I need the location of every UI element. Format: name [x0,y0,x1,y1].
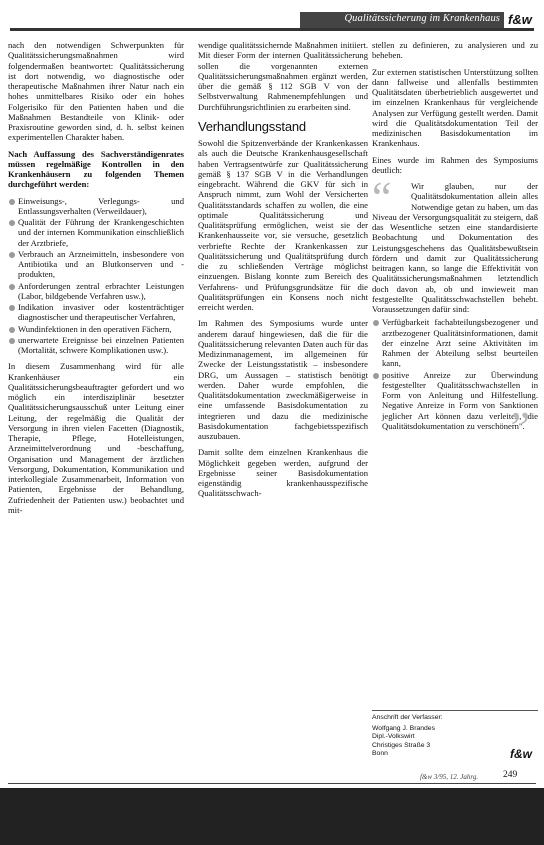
column-1 [8,40,184,521]
author-label: Anschrift der Verfasser: [372,714,443,721]
column-2 [198,40,368,505]
paragraph: Eines wurde im Rahmen des Symposiums deutlich: [372,154,538,175]
close-quote-icon: ” [510,403,530,452]
list-item: Anforderungen zentral erbrachter Leistungen (Labor, bildgebende Verfahren usw.), [8,281,184,302]
list-item: Indikation invasiver oder kostenträchtiger diagnostischer und therapeutischer Verfahren, [8,302,184,323]
paragraph: stellen zu definieren, zu analysieren und zu beheben. [372,40,538,61]
scan-edge [0,788,544,845]
author-address [372,714,502,759]
paragraph: Damit sollte dem einzelnen Krankenhaus die Möglichkeit gegeben werden, aufgrund der Ergebnisse seiner Basisdokumentation eigenständig krankenhausspezifische Qualitätsschwach- [198,447,368,499]
header-rule [10,28,534,31]
list-item: Wundinfektionen in den operativen Fächern, [8,324,184,334]
journal-logo: f&w [508,12,532,27]
list-item: Qualität der Führung der Krankengeschichten und der internen Kommunikation einschließlich der Arztbriefe, [8,217,184,248]
column-3 [372,40,538,452]
paragraph: wendige qualitätssichernde Maßnahmen initiiert. Mit dieser Form der internen Qualitätssicherung sollen die vorgenannten externen Qualitätssicherungsmaßnahmen ergänzt werden, über die gemäß § 112 SGB V von der Selbstverwaltung Rahmenempfehlungen und Durchführungsrichtlinien zu erarbeiten sind. [198,40,368,112]
quote-text: Wir glauben, nur der Qualitätsdokumentation allein alles Notwendige getan zu haben, um das Niveau der Versorgungsqualität zu steigern, daß das Wesentliche setzen eine standardisierte Beobachtung und Dokumentation des Leistungsgeschehens das Qualitätsbewußtsein fördern und damit zur Qualitätssicherung beitragen kann, so lange die Effektivität von Qualitätssicherungsmaßnahmen letztendlich doch davon ab, ob und inwieweit man festgestellte Qualitätsschwachstellen behebt. Voraussetzungen dafür sind: [372,181,538,314]
paragraph: Sowohl die Spitzenverbände der Krankenkassen als auch die Deutsche Krankenhausgesellschaft haben Vertragsentwürfe zur Qualitätssicherung gemäß § 137 SGB V in die Verhandlungen eingebracht. Während die GKV für sich in Anspruch nimmt, zum Wohl der Versicherten Qualitätsstandards schaffen zu wollen, die eine optimale Qualitätssicherung und Qualitätsprüfung ermöglichen, weist sie der Krankenhausseite vor, sie versuche, gesetzlich verbriefte Rechte der Krankenkassen zur Qualitätssicherung und Qualitätsprüfung durch die zu schließenden Verträge möglichst einzuengen. Bislang konnte zum Bereich des Verfahrens- und Prüfungsgrundsätze für die Qualitätsprüfungen ein Konsens noch nicht erreicht werden. [198,138,368,312]
section-heading: Verhandlungsstand [198,118,306,134]
journal-info: f&w 3/95, 12. Jahrg. [420,773,479,781]
page-number: 249 [503,770,518,780]
paragraph: Im Rahmen des Symposiums wurde unter anderem darauf hingewiesen, daß die für die Qualitätssicherung relevanten Daten auch für das Medizinmanagement, im allgemeinen für Zwecke der Leistungsstatistik – insbesondere DRG, um Aussagen – statistisch benötigt werden. Daher wurde empfohlen, die Qualitätsdokumentation zweckmäßigerweise in eine umfassende Basisdokumentation zu integrieren und dazu die medizinische Basisdokumentation fachgebietsspezifisch auszubauen. [198,318,368,441]
list-item: Verbrauch an Arzneimitteln, insbesondere von Antibiotika und an Blutkonserven und -produkten, [8,249,184,280]
paragraph: Zur externen statistischen Unterstützung sollten dann fallweise und allenfalls bestimmten Qualitätsdaten überbetrieblich ausgewertet und im einzelnen Krankenhaus für vergleichende Analysen zur Verfügung gestellt werden. Damit wird die Qualitätsdokumentation Teil der medizinischen Basisdokumentation im Krankenhaus. [372,66,538,149]
author-line: Christiges Straße 3 [372,741,431,749]
author-line: Wolfgang J. Brandes [372,724,435,732]
list-item: Verfügbarkeit fachabteilungsbezogener und arztbezogener Qualitätsinformationen, damit der einzelne Arzt seine Aktivitäten im Rahmen der Abteilung selbst beurteilen kann, [372,317,538,368]
running-title: Qualitätssicherung im Krankenhaus [344,13,500,24]
pull-quote [372,173,538,452]
author-line: Dipl.-Volkswirt [372,733,415,741]
footer-logo: f&w [510,747,532,761]
author-rule [372,710,538,711]
open-quote-icon: “ [372,173,392,222]
author-line: Bonn [372,750,388,758]
paragraph: In diesem Zusammenhang wird für alle Krankenhäuser ein Qualitätssicherungsbeauftragter gefordert und wo möglich ein interdisziplinär besetzter Qualitätssicherungsausschuß unter Leitung einer Leitung, der regelmäßig die Qualität der Versorgung in ihren vielen Facetten (Diagnostik, Therapie, Pflege, Hotelleistungen, Arzneimittelverordnung und -beschaffung, Organisation und Management der ärztlichen Versorgung, Dokumentation, Kommunikation und interkollegiale Zusammenarbeit, Information von Patienten, Ergebnisse der Behandlung, Zufriedenheit der Patienten usw.) beobachtet und mit- [8,361,184,515]
list-item: positive Anreize zur Überwindung festgestellter Qualitätsschwachstellen in Form von Anleitung und Hilfestellung. Negative Anreize in Form von Sanktionen jeglicher Art können dazu verleiten, die Qualitätsdokumentation zu verschönern". [372,370,538,432]
list-item: Einweisungs-, Verlegungs- und Entlassungsverhalten (Verweildauer), [8,196,184,217]
bullet-list [8,196,184,356]
bold-lead-paragraph: Nach Auffassung des Sachverständigenrates müssen regelmäßige Kontrollen in den Krankenhäusern zu folgenden Themen durchgeführt werden: [8,148,184,190]
list-item: unerwartete Ereignisse bei einzelnen Patienten (Mortalität, schwere Komplikationen usw.). [8,335,184,356]
page-header [0,0,544,36]
footer-rule [8,783,536,784]
paragraph: nach den notwendigen Schwerpunkten für Qualitätssicherungsmaßnahmen wird folgendermaßen beantwortet: Qualitätssicherung ist dort notwendig, wo diagnostische oder therapeutische Maßnahmen ihrer Natur nach ein hohes unmittelbares Risiko oder ein hohes Folgerisiko für den Patienten haben und die Maßnahmen Bestandteile von Klinik- oder Praxisroutine geworden sind, d. h. selbst keinen experimentellen Charakter haben. [8,40,184,143]
